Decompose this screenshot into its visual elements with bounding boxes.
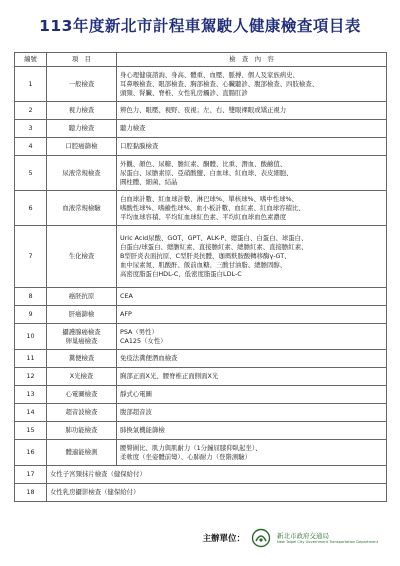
row-number: 2 xyxy=(15,102,47,120)
row-item: 肝癌篩檢 xyxy=(47,306,117,324)
row-content-line: PSA（男性） xyxy=(120,327,158,336)
page-title: 113年度新北市計程車駕駛人健康檢查項目表 xyxy=(39,17,361,35)
row-item: 尿液常規檢查 xyxy=(47,156,117,191)
row-content-line: 白血球計數、紅血球計數、淋巴球%、單核球%、嗜中性球%、 xyxy=(120,194,298,203)
row-number: 15 xyxy=(15,422,47,440)
row-content-line: 高密度脂蛋白HDL-C、低密度脂蛋白LDL-C xyxy=(120,270,242,278)
exam-items-table xyxy=(14,52,387,502)
row-item: 女性子宮頸抹片檢查（健保給付） xyxy=(47,466,387,484)
table-row xyxy=(15,191,387,226)
row-content-line: AFP xyxy=(120,310,132,318)
row-number: 12 xyxy=(15,368,47,386)
row-item: 超音波檢查 xyxy=(47,404,117,422)
table-row xyxy=(15,226,387,288)
row-number: 13 xyxy=(15,386,47,404)
row-number: 7 xyxy=(15,226,47,288)
row-content xyxy=(117,156,387,191)
table-row xyxy=(15,350,387,368)
row-item-line: 攝護腺癌檢查 xyxy=(62,327,101,336)
row-item: 生化檢查 xyxy=(47,226,117,288)
row-item: 女性乳房攝影檢查（健保給付） xyxy=(47,484,387,502)
row-content xyxy=(117,226,387,288)
table-row xyxy=(15,138,387,156)
footer xyxy=(202,528,378,548)
row-content xyxy=(117,368,387,386)
row-number: 10 xyxy=(15,324,47,350)
row-content xyxy=(117,288,387,306)
row-content-line: 口腔黏膜檢查 xyxy=(120,142,159,150)
organizer-name xyxy=(277,532,378,545)
table-row xyxy=(15,324,387,350)
row-content-line: 頭頸、腎臟、脊椎、女性乳房觸診、直腸肛診 xyxy=(120,88,248,97)
row-content-line: 耳鼻喉檢查、眼部檢查、胸部檢查、心臟聽診、腹部檢查、四肢檢查、 xyxy=(120,79,319,88)
row-content xyxy=(117,138,387,156)
row-content-line: CEA xyxy=(120,292,133,300)
row-content xyxy=(117,306,387,324)
row-content-line: 尿蛋白、尿膽素原、亞硝酸鹽、白血球、紅血球、表皮細胞、 xyxy=(120,168,293,177)
row-content-line: 胸部正面X光、腰脊椎正面側面X光 xyxy=(120,372,219,380)
new-taipei-city-logo-icon xyxy=(251,528,271,548)
row-content-line: B型肝炎表面抗原、C型肝炎抗體、珈瑪麩胺酸轉移酶γ-GT、 xyxy=(120,252,291,260)
organizer-label: 主辦單位： xyxy=(202,534,245,544)
row-item: 聽力檢查 xyxy=(47,120,117,138)
header-item: 項 目 xyxy=(47,53,117,67)
row-number: 18 xyxy=(15,484,47,502)
table-row xyxy=(15,156,387,191)
row-number: 14 xyxy=(15,404,47,422)
table-row xyxy=(15,404,387,422)
row-number: 9 xyxy=(15,306,47,324)
row-content-line: 靜式心電圖 xyxy=(120,390,152,398)
table-row xyxy=(15,67,387,102)
row-content xyxy=(117,324,387,350)
row-content-line: 腰臀圍比、肌力與肌耐力（1分鐘屈膝仰臥起坐）、 xyxy=(120,443,262,452)
row-item: 癌胚抗原 xyxy=(47,288,117,306)
row-content-line: 身心理健康諮詢、身高、體重、血壓、脈搏、個人及家族病史、 xyxy=(120,70,299,79)
row-item: 糞便檢查 xyxy=(47,350,117,368)
table-row xyxy=(15,306,387,324)
table-row xyxy=(15,466,387,484)
row-item: 視力檢查 xyxy=(47,102,117,120)
row-content xyxy=(117,404,387,422)
table-row xyxy=(15,422,387,440)
organizer-name-zh: 新北市政府交通局 xyxy=(277,531,329,540)
row-content xyxy=(117,386,387,404)
row-item: 血液常規檢驗 xyxy=(47,191,117,226)
row-number: 17 xyxy=(15,466,47,484)
table-row xyxy=(15,288,387,306)
row-item: 一般檢查 xyxy=(47,67,117,102)
row-content xyxy=(117,67,387,102)
row-item: 心電圖檢查 xyxy=(47,386,117,404)
row-content xyxy=(117,422,387,440)
row-content xyxy=(117,350,387,368)
row-item-line: 卵巢癌檢查 xyxy=(65,336,98,345)
row-item: X光檢查 xyxy=(47,368,117,386)
row-item: 肺功能檢查 xyxy=(47,422,117,440)
row-content-line: 辨色力、眼壓、視野、夜視；左、右、雙眼裸眼或矯正視力 xyxy=(120,106,287,114)
row-content-line: 柔軟度（坐姿體前彎）、心肺耐力（登階測驗） xyxy=(120,452,252,461)
row-content-line: 腹部超音波 xyxy=(120,408,152,416)
organizer-name-en: New Taipei City Government Transportation Department xyxy=(277,539,378,544)
row-content-line: 嗜酸性球%、嗜鹼性球%、血小板計數、血紅素、紅血球容積比、 xyxy=(120,203,305,212)
row-item xyxy=(47,324,117,350)
row-content-line: 外觀、顏色、尿糖、膽紅素、酮體、比重、潛血、酸鹼值、 xyxy=(120,159,287,168)
row-content-line: Uric Acid尿酸、GOT、GPT、ALK-P、總蛋白、白蛋白、球蛋白、 xyxy=(120,234,308,242)
row-content-line: 聽力檢查 xyxy=(120,124,146,132)
row-content-line: 白蛋白/球蛋白、總膽紅素、直接膽紅素、總膽紅素、直接膽紅素、 xyxy=(120,243,308,251)
table-row xyxy=(15,484,387,502)
table-row xyxy=(15,102,387,120)
row-content-line: CA125（女性） xyxy=(120,336,167,345)
row-content xyxy=(117,120,387,138)
row-number: 4 xyxy=(15,138,47,156)
row-number: 8 xyxy=(15,288,47,306)
table-row xyxy=(15,120,387,138)
row-content xyxy=(117,102,387,120)
table-body xyxy=(15,67,387,502)
table-row xyxy=(15,386,387,404)
row-number: 16 xyxy=(15,440,47,466)
row-number: 11 xyxy=(15,350,47,368)
row-number: 1 xyxy=(15,67,47,102)
row-content-line: 肺換氣機能篩檢 xyxy=(120,426,165,434)
row-item: 口腔癌篩檢 xyxy=(47,138,117,156)
row-content-line: 血中尿素氮、肌酸酐、飯前血糖、三酸甘油脂、總膽固醇、 xyxy=(120,261,287,269)
row-number: 5 xyxy=(15,156,47,191)
table-row xyxy=(15,368,387,386)
row-content-line: 免疫法糞便潛血檢查 xyxy=(120,354,178,362)
row-content-line: 圓柱體、細菌、結晶 xyxy=(120,177,178,186)
header-content: 檢 查 內 容 xyxy=(117,53,387,67)
row-number: 6 xyxy=(15,191,47,226)
header-no: 編號 xyxy=(15,53,47,67)
row-content xyxy=(117,440,387,466)
row-content-line: 平均血球容積、平均紅血球紅色素、平均紅血球血色素濃度 xyxy=(120,212,287,221)
table-header-row xyxy=(15,53,387,67)
row-item: 體適能檢測 xyxy=(47,440,117,466)
table-row xyxy=(15,440,387,466)
row-content xyxy=(117,191,387,226)
row-number: 3 xyxy=(15,120,47,138)
